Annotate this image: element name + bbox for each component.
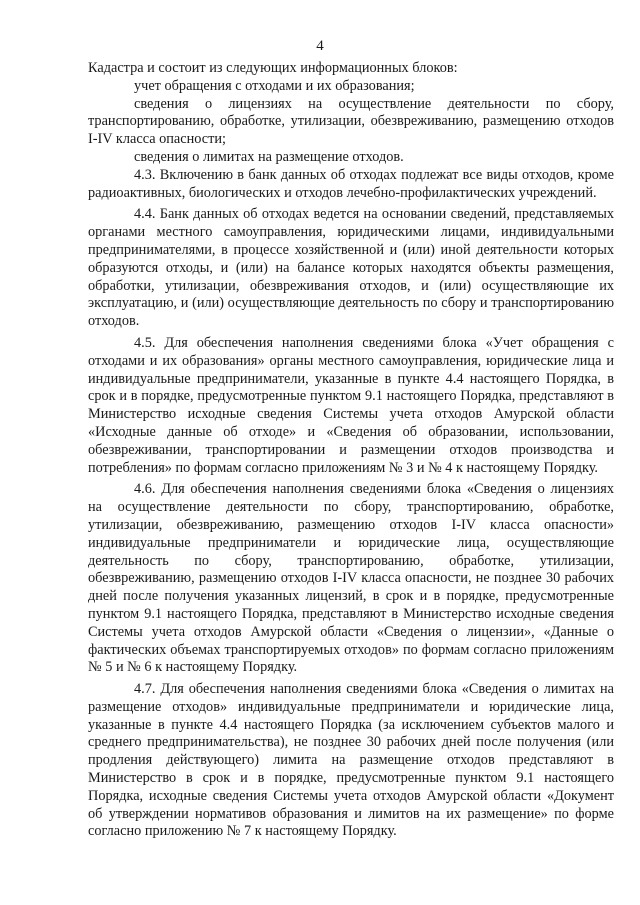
paragraph-block-list-item: учет обращения с отходами и их образования; (134, 77, 415, 94)
paragraph-4-4: 4.4. Банк данных об отходах ведется на основании сведений, представляемых органами местного самоуправления, юридическими лицами, индивидуальными предпринимателями, в процессе хозяйственной и (или) иной деятельности которых образуются отходы, и (или) на балансе которых находятся объекты размещения, обработки, утилизации, обезвреживания отходов, и (или) осуществляющие их эксплуатацию, и (или) осуществляющие деятельность по сбору и транспортированию отходов. (88, 206, 614, 330)
paragraph-4-6: 4.6. Для обеспечения наполнения сведениями блока «Сведения о лицензиях на осуществление деятельности по сбору, транспортированию, обработке, утилизации, обезвреживанию, размещению отходов I-IV класса опасности» индивидуальные предприниматели и юридические лица, осуществляющие деятельность по сбору, транспортированию, обработке, утилизации, обезвреживанию, размещению отходов I-IV класса опасности, не позднее 30 рабочих дней после получения указанных лицензий, в срок и в порядке, предусмотренные пунктом 9.1 настоящего Порядка, представляют в Министерство исходные сведения Системы учета отходов Амурской области «Сведения о лицензии», «Данные о фактических объемах транспортируемых отходов» по формам согласно приложениям № 5 и № 6 к настоящему Порядку. (88, 481, 614, 676)
paragraph-4-7: 4.7. Для обеспечения наполнения сведениями блока «Сведения о лимитах на размещение отходов» индивидуальные предприниматели и юридические лица, указанные в пункте 4.4 настоящего Порядка (за исключением субъектов малого и среднего предпринимательства), не позднее 30 рабочих дней после получения (или продления действующего) лимита на размещение отходов представляют в Министерство в срок и в порядке, предусмотренные пунктом 9.1 настоящего Порядка, исходные сведения Системы учета отходов Амурской области «Документ об утверждении нормативов образования и лимитов на их размещение» по форме согласно приложению № 7 к настоящему Порядку. (88, 681, 614, 840)
document-body (88, 60, 614, 841)
paragraph-4-3: 4.3. Включению в банк данных об отходах подлежат все виды отходов, кроме радиоактивных, биологических и отходов лечебно-профилактических учреждений. (88, 166, 614, 201)
paragraph-block-list-item: сведения о лимитах на размещение отходов. (134, 148, 404, 165)
paragraph-4-5: 4.5. Для обеспечения наполнения сведениями блока «Учет обращения с отходами и их образования» органы местного самоуправления, юридические лица и индивидуальные предприниматели, указанные в пункте 4.4 настоящего Порядка, в срок и в порядке, предусмотренные пунктом 9.1 настоящего Порядка, представляют в Министерство исходные сведения Системы учета отходов Амурской области «Исходные данные об отходе» и «Сведения об образовании, использовании, обезвреживании, транспортировании и размещении отходов производства и потребления» по формам согласно приложениям № 3 и № 4 к настоящему Порядку. (88, 334, 614, 476)
paragraph-block-list-item: сведения о лицензиях на осуществление деятельности по сбору, транспортированию, обработке, утилизации, обезвреживанию, размещению отходов I-IV класса опасности; (88, 95, 614, 148)
page-number: 4 (316, 38, 324, 54)
paragraph-intro: Кадастра и состоит из следующих информационных блоков: (88, 60, 458, 76)
